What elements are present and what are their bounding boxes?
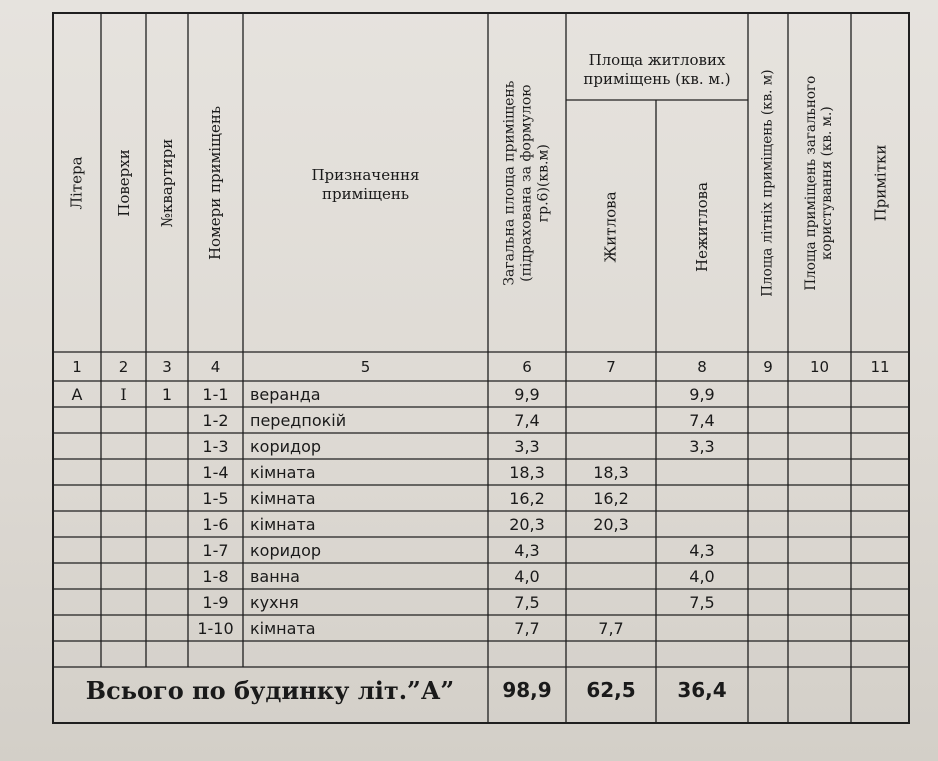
- cell-zahalna: 7,7: [514, 618, 540, 638]
- cell-litera: [53, 407, 101, 433]
- cell-nezhytlova: 4,0: [689, 566, 715, 586]
- cell-zahalna: 18,3: [509, 462, 545, 482]
- header-poverkhy: Поверхи: [114, 149, 133, 217]
- header-nezhytlova: Нежитлова: [693, 181, 711, 272]
- cell-zhytlova: [566, 589, 656, 615]
- cell-nezhytlova: 4,3: [689, 540, 715, 560]
- cell-nazva: кімната: [250, 462, 316, 482]
- cell-poverkh: [101, 563, 146, 589]
- cell-poverkh: [101, 511, 146, 537]
- cell-nazva: ванна: [250, 566, 300, 586]
- cell-nazva: коридор: [250, 436, 322, 456]
- col-number-2: 2: [118, 357, 129, 376]
- header-prymitky: Примітки: [871, 144, 890, 222]
- header-litera: Літера: [68, 156, 87, 210]
- cell-litera: [53, 537, 101, 563]
- cell-zahalna: 3,3: [514, 436, 540, 456]
- col-number-6: 6: [522, 357, 532, 376]
- cell-litera: [53, 589, 101, 615]
- cell-litera: А: [71, 384, 83, 404]
- cell-zahalna: 20,3: [509, 514, 545, 534]
- cell-poverkh: І: [120, 384, 127, 404]
- cell-kvartyra: 1: [161, 384, 173, 404]
- header-litnikh: Площа літніх приміщень (кв. м): [759, 69, 776, 297]
- header-zhytlova: Житлова: [601, 190, 620, 263]
- total-zahalna: 98,9: [502, 678, 552, 702]
- cell-nezhytlova: [656, 615, 748, 641]
- cell-kvartyra: [146, 511, 188, 537]
- cell-poverkh: [101, 407, 146, 433]
- header-ploshcha-zhytlovykh: Площа житлових приміщень (кв. м.): [583, 51, 731, 88]
- total-zhytlova: 62,5: [586, 678, 636, 702]
- cell-nazva: кімната: [250, 488, 316, 508]
- header-nomery-prymishchen: Номери приміщень: [206, 105, 225, 261]
- cell-poverkh: [101, 459, 146, 485]
- cell-zahalna: 7,5: [514, 592, 540, 612]
- cell-kvartyra: [146, 407, 188, 433]
- cell-litera: [53, 563, 101, 589]
- cell-zhytlova: 16,2: [593, 488, 629, 508]
- cell-zahalna: 4,3: [514, 540, 540, 560]
- cell-zahalna: 9,9: [514, 384, 540, 404]
- cell-poverkh: [101, 433, 146, 459]
- cell-nazva: коридор: [250, 540, 322, 560]
- cell-zahalna: 7,4: [514, 410, 540, 430]
- cell-nazva: веранда: [250, 384, 321, 404]
- cell-nezhytlova: 3,3: [689, 436, 715, 456]
- cell-nazva: кімната: [250, 618, 316, 638]
- cell-zahalna: 16,2: [509, 488, 545, 508]
- cell-kvartyra: [146, 615, 188, 641]
- cell-nezhytlova: [656, 511, 748, 537]
- cell-nomer: 1-7: [202, 540, 229, 560]
- header-zahalnoho-korystuvannia: Площа приміщень загального користування (кв. м.): [803, 75, 836, 291]
- cell-nomer: 1-9: [202, 592, 229, 612]
- col-number-5: 5: [360, 357, 371, 376]
- header-pryznachennia: Призначення приміщень: [311, 166, 420, 203]
- cell-zhytlova: 18,3: [593, 462, 629, 482]
- cell-kvartyra: [146, 563, 188, 589]
- cell-litera: [53, 615, 101, 641]
- cell-nomer: 1-2: [202, 410, 229, 430]
- cell-litera: [53, 459, 101, 485]
- col-number-10: 10: [809, 357, 830, 376]
- cell-nezhytlova: 9,9: [689, 384, 715, 404]
- cell-zahalna: 4,0: [514, 566, 540, 586]
- col-number-8: 8: [697, 357, 707, 376]
- col-number-9: 9: [763, 357, 773, 376]
- cell-poverkh: [101, 537, 146, 563]
- cell-nomer: 1-6: [202, 514, 229, 534]
- cell-nomer: 1-3: [202, 436, 229, 456]
- cell-kvartyra: [146, 485, 188, 511]
- col-number-11: 11: [870, 357, 890, 376]
- cell-nezhytlova: 7,5: [689, 592, 715, 612]
- cell-zhytlova: 20,3: [593, 514, 629, 534]
- cell-poverkh: [101, 589, 146, 615]
- cell-nazva: кімната: [250, 514, 316, 534]
- cell-zhytlova: [566, 407, 656, 433]
- cell-nomer: 1-1: [202, 384, 229, 404]
- cell-litera: [53, 433, 101, 459]
- cell-poverkh: [101, 485, 146, 511]
- cell-kvartyra: [146, 433, 188, 459]
- cell-nezhytlova: [656, 485, 748, 511]
- col-number-1: 1: [72, 357, 82, 376]
- cell-kvartyra: [146, 459, 188, 485]
- cell-zhytlova: [566, 563, 656, 589]
- cell-kvartyra: [146, 537, 188, 563]
- header-zahalna-ploshcha: Загальна площа приміщень (підрахована за формулою гр.6)(кв.м): [501, 80, 552, 286]
- cell-poverkh: [101, 615, 146, 641]
- cell-nomer: 1-5: [202, 488, 229, 508]
- cell-nezhytlova: [656, 459, 748, 485]
- cell-nazva: передпокій: [250, 410, 347, 430]
- total-label: Всього по будинку літ.”А”: [85, 675, 455, 705]
- total-nezhytlova: 36,4: [677, 678, 727, 702]
- cell-kvartyra: [146, 589, 188, 615]
- cell-litera: [53, 485, 101, 511]
- cell-nomer: 1-4: [202, 462, 229, 482]
- header-nomer-kvartyry: №квартири: [158, 138, 176, 228]
- cell-nazva: кухня: [250, 592, 299, 612]
- cell-litera: [53, 511, 101, 537]
- cell-zhytlova: [566, 433, 656, 459]
- col-number-4: 4: [210, 357, 221, 376]
- cell-zhytlova: 7,7: [598, 618, 624, 638]
- cell-nomer: 1-8: [202, 566, 229, 586]
- cell-nezhytlova: 7,4: [689, 410, 715, 430]
- cell-zhytlova: [566, 381, 656, 407]
- col-number-3: 3: [162, 357, 172, 376]
- cell-nomer: 1-10: [197, 618, 234, 638]
- col-number-7: 7: [606, 357, 616, 376]
- cell-zhytlova: [566, 537, 656, 563]
